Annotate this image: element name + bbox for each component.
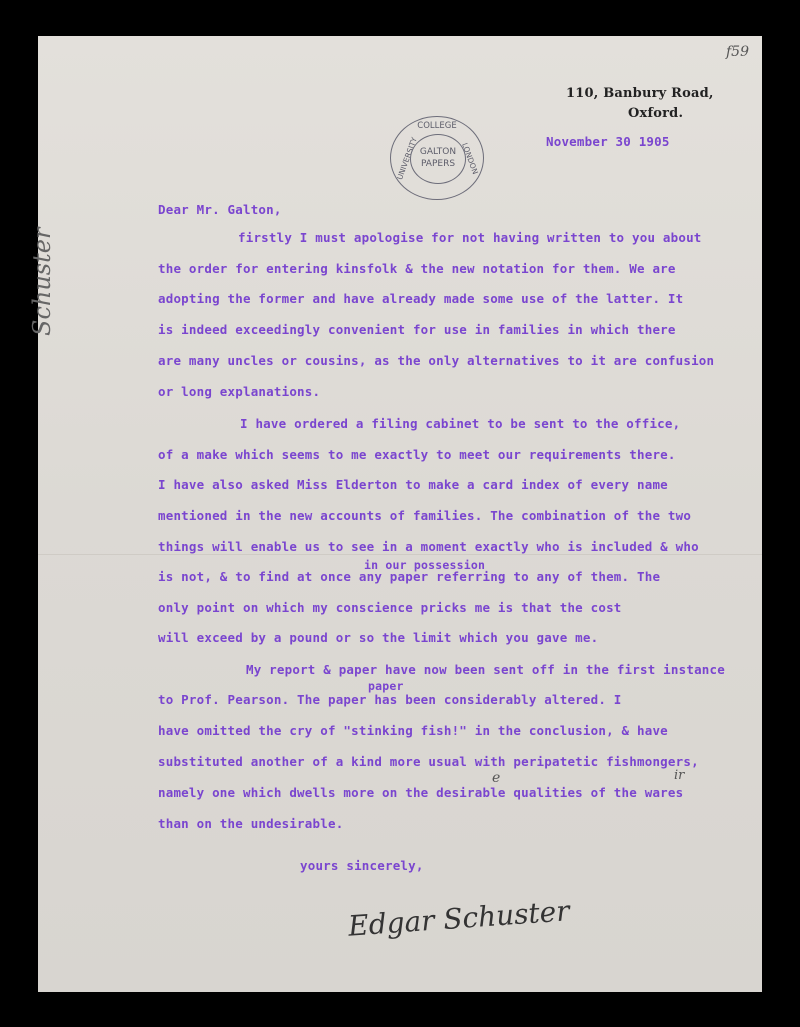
stamp-ring-top: COLLEGE xyxy=(417,121,457,131)
p1-line1: firstly I must apologise for not having written to you about xyxy=(238,230,702,245)
p2-line3: I have also asked Miss Elderton to make a card index of every name xyxy=(158,477,668,492)
p2-line5: things will enable us to see in a moment exactly who is included & who xyxy=(158,539,699,554)
p3-line6: than on the undesirable. xyxy=(158,816,344,831)
insertion-in-our-possession: in our possession xyxy=(364,558,486,572)
p3-line1: My report & paper have now been sent off in the first instance xyxy=(246,662,725,677)
fold-line xyxy=(38,554,762,555)
letter-page xyxy=(28,36,762,992)
letter-date: November 30 1905 xyxy=(546,134,670,149)
stamp-papers: PAPERS xyxy=(420,159,456,169)
pencil-ir-mark: ir xyxy=(674,768,685,783)
p2-line2: of a make which seems to me exactly to meet our requirements there. xyxy=(158,447,676,462)
p1-line2: the order for entering kinsfolk & the new notation for them. We are xyxy=(158,261,676,276)
p2-line7: only point on which my conscience pricks me is that the cost xyxy=(158,600,622,615)
closing: yours sincerely, xyxy=(300,858,424,873)
p3-line4: substituted another of a kind more usual with peripatetic fishmongers, xyxy=(158,754,699,769)
archive-stamp xyxy=(390,116,484,200)
margin-name-note: Schuster xyxy=(28,227,56,336)
insertion-paper: paper xyxy=(368,679,404,693)
handwritten-signature: Edgar Schuster xyxy=(347,894,571,943)
p3-line5: namely one which dwells more on the desirable qualities of the wares xyxy=(158,785,684,800)
address-city: Oxford. xyxy=(628,106,684,121)
p1-line4: is indeed exceedingly convenient for use in families in which there xyxy=(158,322,676,337)
p1-line6: or long explanations. xyxy=(158,384,321,399)
p2-line4: mentioned in the new accounts of families. The combination of the two xyxy=(158,508,692,523)
folio-number: f59 xyxy=(726,44,749,60)
pencil-e-mark: e xyxy=(492,770,501,786)
address-street: 110, Banbury Road, xyxy=(566,86,714,101)
p2-line6: is not, & to find at once any paper referring to any of them. The xyxy=(158,569,661,584)
stamp-ring-left: UNIVERSITY xyxy=(395,136,419,181)
p1-line3: adopting the former and have already made some use of the latter. It xyxy=(158,291,684,306)
p2-line1: I have ordered a filing cabinet to be sent to the office, xyxy=(240,416,681,431)
p2-line8: will exceed by a pound or so the limit which you gave me. xyxy=(158,630,599,645)
p1-line5: are many uncles or cousins, as the only alternatives to it are confusion xyxy=(158,353,715,368)
p3-line2: to Prof. Pearson. The paper has been considerably altered. I xyxy=(158,692,622,707)
p3-line3: have omitted the cry of "stinking fish!" in the conclusion, & have xyxy=(158,723,668,738)
stamp-center xyxy=(410,134,466,184)
salutation: Dear Mr. Galton, xyxy=(158,202,282,217)
stamp-ring-right: LONDON xyxy=(460,141,480,176)
stamp-galton: GALTON xyxy=(419,147,457,157)
